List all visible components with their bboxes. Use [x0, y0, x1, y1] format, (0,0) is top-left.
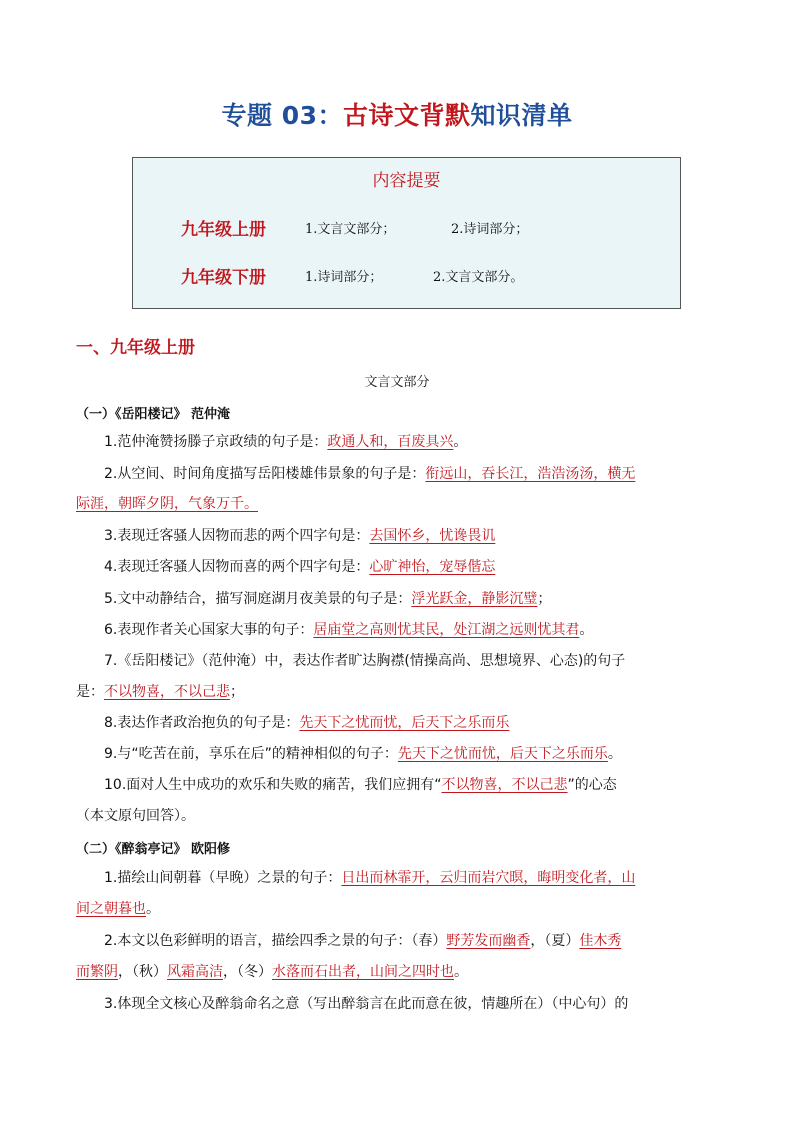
answer-text: 风霜高洁 [167, 964, 223, 980]
question-text: 3.表现迁客骚人因物而悲的两个四字句是： [104, 528, 370, 544]
answer-text: 浮光跃金，静影沉璧 [411, 591, 538, 607]
answer-text: 先天下之忧而忧，后天下之乐而乐 [397, 746, 608, 762]
question-line [76, 962, 714, 982]
answer-text: 际涯，朝晖夕阴，气象万千。 [76, 496, 258, 512]
question-line [104, 713, 714, 733]
question-text: 3.体现全文核心及醉翁命名之意（写出醉翁言在此而意在彼，情趣所在）（中心句）的 [104, 996, 629, 1012]
question-text: 2.本文以色彩鲜明的语言，描绘四季之景的句子：（春） [104, 933, 447, 949]
answer-text: 居庙堂之高则忧其民，处江湖之远则忧其君 [313, 622, 580, 638]
answer-text: 去国怀乡，忧谗畏讥 [369, 528, 496, 544]
answer-text: 政通人和，百废具兴 [327, 434, 454, 450]
question-text: 6.表现作者关心国家大事的句子： [104, 622, 314, 638]
question-line [76, 806, 714, 826]
answer-text: 心旷神怡，宠辱偕忘 [369, 559, 496, 575]
question-line [104, 868, 714, 888]
content-summary-box [132, 157, 681, 309]
question-text: 。 [579, 622, 594, 638]
question-line [104, 994, 714, 1014]
answer-text: 而繁阴 [76, 964, 118, 980]
summary-row-grade9-upper [181, 212, 528, 242]
question-text: 2.从空间、时间角度描写岳阳楼雄伟景象的句子是： [104, 466, 426, 482]
answer-text: 野芳发而幽香 [446, 933, 531, 949]
answer-text: 日出而林霏开，云归而岩穴暝，晦明变化者，山 [341, 870, 636, 886]
summary-title: 内容提要 [372, 171, 441, 191]
answer-text: 佳木秀 [579, 933, 622, 949]
question-text: 7.《岳阳楼记》（范仲淹）中，表达作者旷达胸襟(情操高尚、思想境界、心态)的句子 [104, 653, 626, 669]
article-heading: （一）《岳阳楼记》 范仲淹 [76, 407, 231, 422]
question-line [104, 651, 714, 671]
question-line [104, 557, 714, 577]
question-line [104, 775, 714, 795]
question-text: 5.文中动静结合，描写洞庭湖月夜美景的句子是： [104, 591, 412, 607]
question-text: 1.范仲淹赞扬滕子京政绩的句子是： [104, 434, 328, 450]
question-text: 8.表达作者政治抱负的句子是： [104, 715, 300, 731]
question-text: ”的心态 [567, 777, 617, 793]
grade-part: 1.诗词部分； [305, 269, 383, 285]
title-prefix: 专题 03： [221, 101, 343, 130]
question-text: 1.描绘山间朝暮（早晚）之景的句子： [104, 870, 342, 886]
question-line [104, 589, 714, 609]
summary-row-grade9-lower [181, 260, 523, 290]
grade-name: 九年级下册 [181, 267, 266, 288]
question-text: 9.与“吃苦在前，享乐在后”的精神相似的句子： [104, 746, 398, 762]
question-line [104, 432, 714, 452]
question-line [104, 620, 714, 640]
question-text: ； [230, 684, 244, 700]
question-text: 。 [454, 964, 468, 980]
section-heading: 一、九年级上册 [76, 338, 195, 358]
answer-text: 先天下之忧而忧，后天下之乐而乐 [299, 715, 510, 731]
grade-part: 2.文言文部分。 [433, 269, 524, 285]
title-highlight: 古诗文背默 [342, 101, 471, 130]
question-text: 4.表现迁客骚人因物而喜的两个四字句是： [104, 559, 370, 575]
answer-text: 间之朝暮也 [76, 901, 146, 917]
question-text: 。 [146, 901, 160, 917]
answer-text: 水落而石出者，山间之四时也 [272, 964, 454, 980]
question-line [104, 464, 714, 484]
answer-text: 衔远山，吞长江，浩浩汤汤，横无 [425, 466, 636, 482]
question-text: ，（秋） [118, 964, 167, 980]
answer-text: 不以物喜，不以己悲 [104, 684, 230, 700]
answer-text: 不以物喜，不以己悲 [441, 777, 568, 793]
question-text: ，（冬） [223, 964, 272, 980]
question-text: 。 [607, 746, 622, 762]
question-line [104, 526, 714, 546]
question-line [104, 931, 714, 951]
grade-part: 2.诗词部分； [451, 221, 529, 237]
grade-part: 1.文言文部分； [305, 221, 396, 237]
title-suffix: 知识清单 [470, 101, 573, 130]
question-text: 。 [453, 434, 468, 450]
question-line [104, 744, 714, 764]
question-text: ； [537, 591, 552, 607]
question-text: 是： [76, 684, 104, 700]
question-line [76, 899, 714, 919]
section-subheading: 文言文部分 [364, 375, 430, 390]
question-line [76, 494, 714, 514]
page-title [0, 96, 794, 132]
article-heading: （二）《醉翁亭记》 欧阳修 [76, 842, 231, 857]
question-text: 10.面对人生中成功的欢乐和失败的痛苦，我们应拥有“ [104, 777, 442, 793]
question-line [76, 682, 714, 702]
grade-name: 九年级上册 [181, 219, 266, 240]
question-text: （本文原句回答）。 [76, 808, 195, 824]
question-text: ，（夏） [530, 933, 580, 949]
